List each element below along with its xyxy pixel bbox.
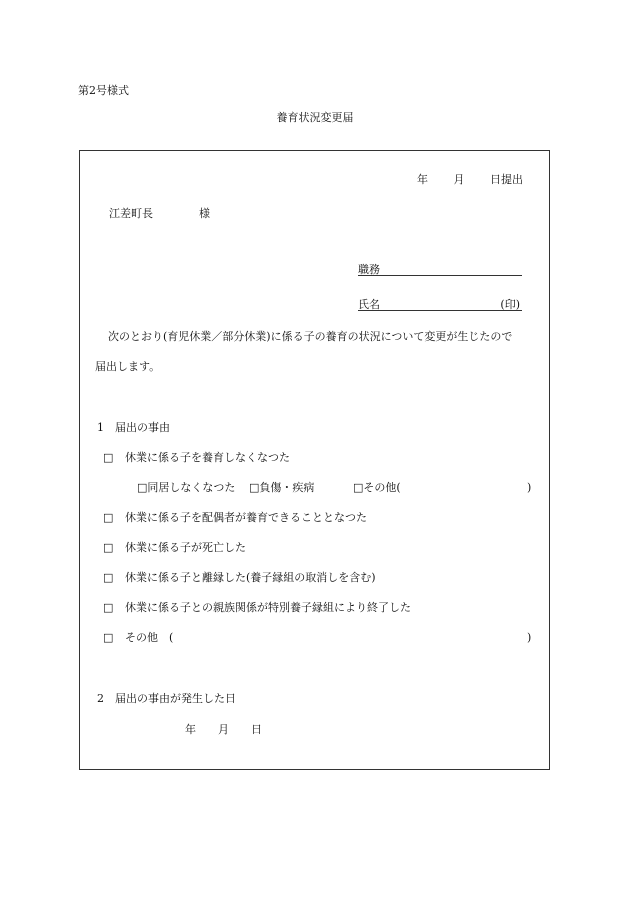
position-field[interactable]	[358, 261, 522, 276]
submission-day: 日提出	[490, 173, 523, 186]
form-number: 第2号様式	[78, 84, 129, 97]
checkbox-2[interactable]: □	[103, 511, 114, 524]
seal-mark: (印)	[500, 298, 520, 311]
checkbox-5[interactable]: □	[103, 601, 114, 614]
checkbox-1[interactable]: □	[103, 451, 114, 464]
reason-item-1[interactable]	[103, 452, 290, 463]
intro-line-1: 次のとおり(育児休業／部分休業)に係る子の養育の状況について変更が生じたので	[108, 330, 513, 343]
occurrence-month: 月	[218, 723, 229, 736]
submission-year: 年	[417, 173, 428, 186]
checkbox-6[interactable]: □	[103, 631, 114, 644]
reason-item-6[interactable]	[103, 632, 173, 643]
reason-label-1: 休業に係る子を養育しなくなつた	[125, 451, 290, 464]
checkbox-3[interactable]: □	[103, 541, 114, 554]
occurrence-date[interactable]	[185, 724, 284, 735]
document-title: 養育状況変更届	[276, 111, 354, 124]
addressee-honorific: 様	[199, 207, 210, 220]
occurrence-day: 日	[251, 723, 262, 736]
sub-options	[137, 482, 401, 493]
submission-month: 月	[453, 173, 465, 186]
sub-option-injury[interactable]: □負傷・疾病	[249, 481, 315, 494]
reason-item-2[interactable]	[103, 512, 367, 523]
addressee-name: 江差町長	[109, 207, 153, 220]
reason-item-4[interactable]	[103, 572, 376, 583]
occurrence-year: 年	[185, 723, 196, 736]
checkbox-4[interactable]: □	[103, 571, 114, 584]
reason-label-5: 休業に係る子との親族関係が特別養子縁組により終了した	[125, 601, 411, 614]
addressee	[109, 208, 210, 219]
reason-label-2: 休業に係る子を配偶者が養育できることとなつた	[125, 511, 367, 524]
reason-label-6: その他 (	[125, 631, 174, 644]
reason-label-3: 休業に係る子が死亡した	[125, 541, 246, 554]
position-label: 職務	[358, 263, 380, 276]
name-label: 氏名	[358, 298, 380, 311]
sub-option-no-cohabit[interactable]: □同居しなくなつた	[137, 481, 236, 494]
name-field[interactable]	[358, 296, 522, 311]
reason-item-5[interactable]	[103, 602, 411, 613]
sub-option-close-paren: )	[527, 481, 532, 494]
other-close-paren: )	[527, 631, 532, 644]
reason-label-4: 休業に係る子と離縁した(養子縁組の取消しを含む)	[125, 571, 376, 584]
section1-heading: 1 届出の事由	[97, 421, 170, 434]
section2-heading: 2 届出の事由が発生した日	[97, 692, 236, 705]
submission-date	[417, 174, 523, 185]
sub-option-other[interactable]: □その他(	[353, 481, 401, 494]
reason-item-3[interactable]	[103, 542, 246, 553]
intro-line-2: 届出します。	[95, 360, 161, 373]
